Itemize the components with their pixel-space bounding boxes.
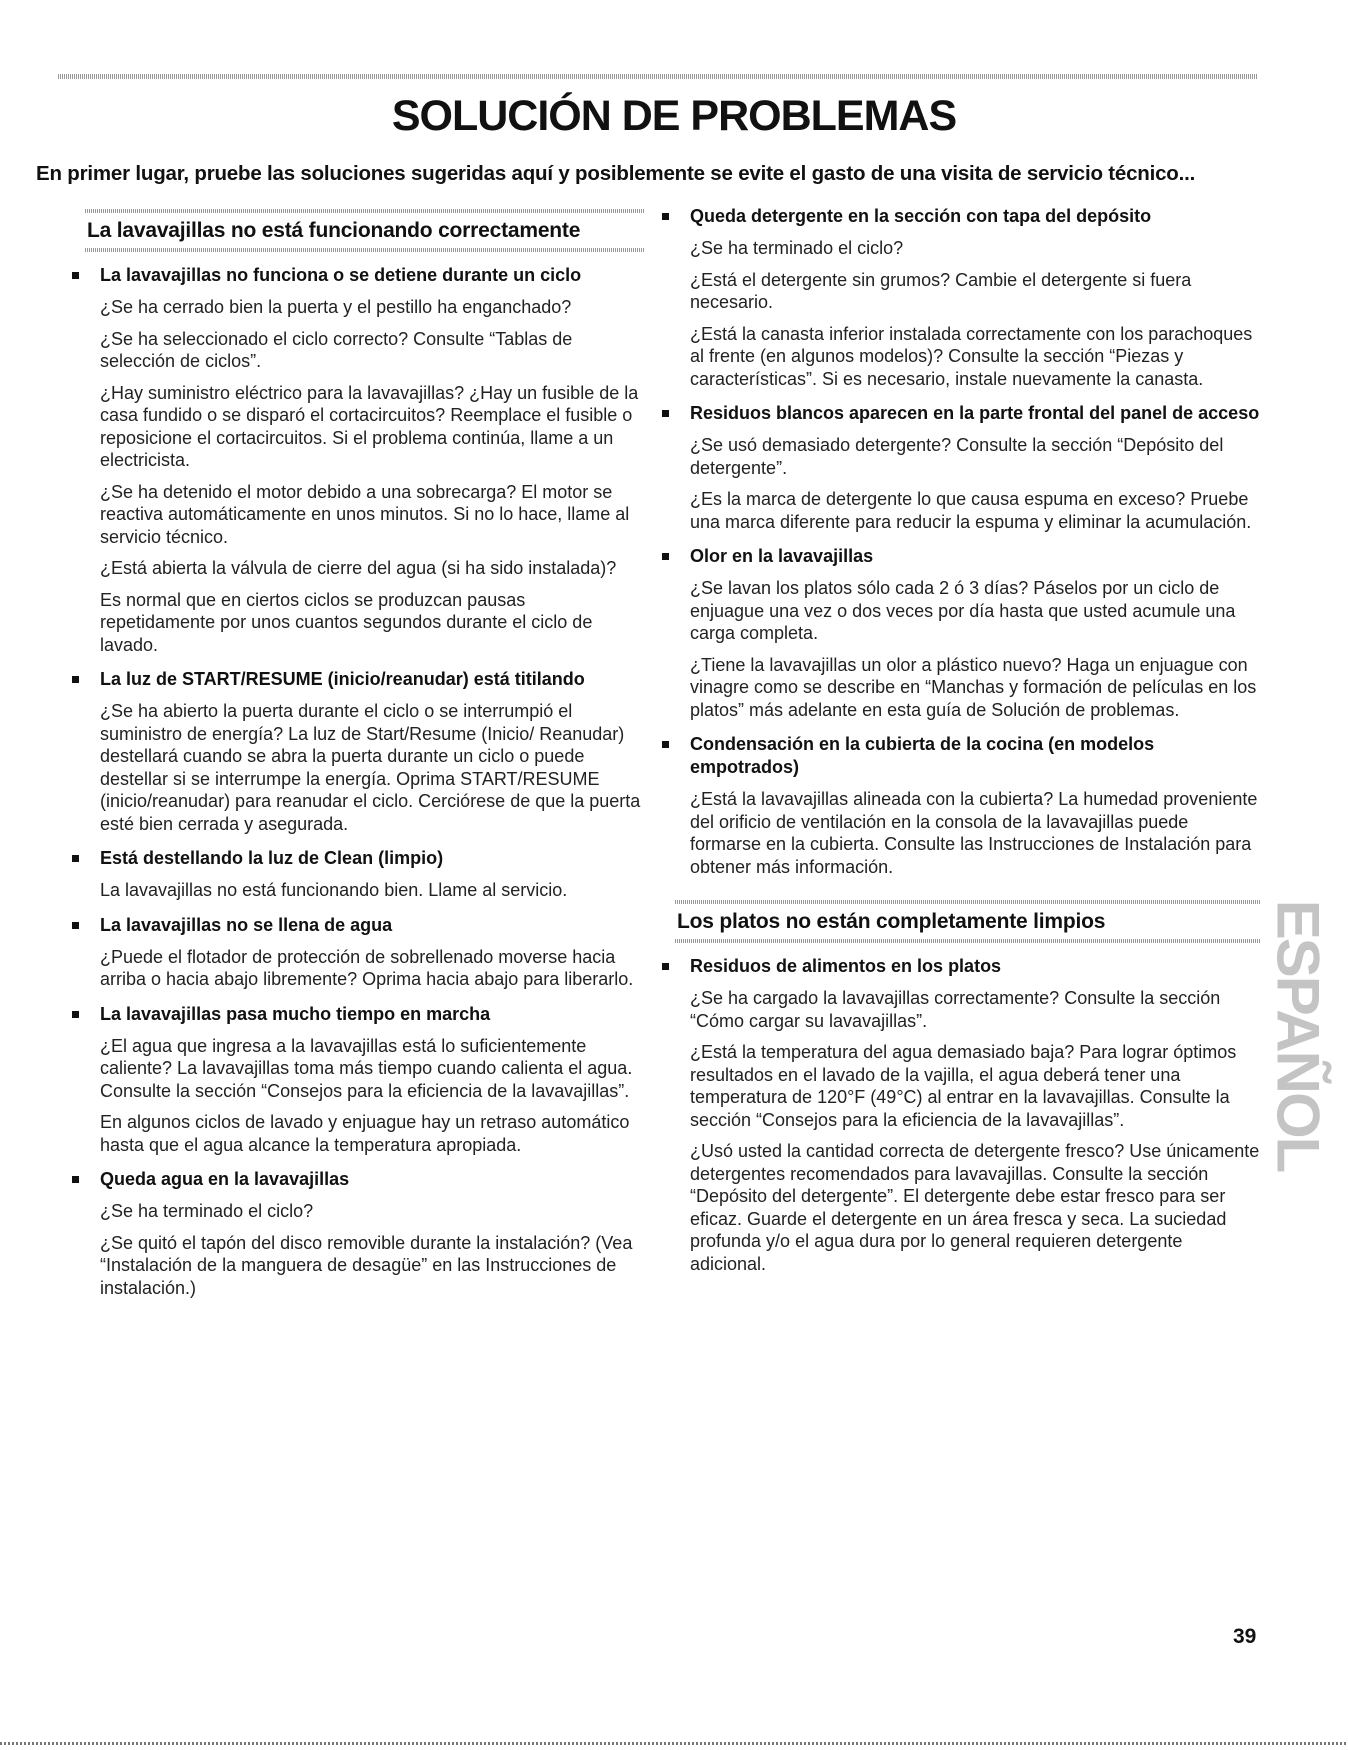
- bullet-icon: [662, 410, 669, 417]
- item-paragraph: ¿Está la temperatura del agua demasiado baja? Para lograr óptimos resultados en el lavado de la vajilla, el agua deberá tener una temperatura de 120°F (49°C) al entrar en la lavavajillas. Consulte la sección “Consejos para la eficiencia de la lavavajillas”.: [690, 1042, 1237, 1130]
- item-paragraph: ¿Se ha terminado el ciclo?: [690, 238, 904, 258]
- section-title: La lavavajillas no está funcionando correctamente: [87, 219, 581, 242]
- item-paragraph: En algunos ciclos de lavado y enjuague hay un retraso automático hasta que el agua alcance la temperatura apropiada.: [100, 1112, 630, 1155]
- page-number: 39: [1233, 1625, 1257, 1648]
- language-label-text: ESPAÑOL: [1264, 899, 1332, 1171]
- bullet-icon: [662, 963, 669, 970]
- item-heading: [660, 545, 1260, 568]
- item-heading-text: La lavavajillas no se llena de agua: [100, 914, 393, 935]
- troubleshoot-item: [70, 1003, 645, 1157]
- section-title: Los platos no están completamente limpios: [677, 910, 1106, 933]
- bullet-icon: [72, 272, 79, 279]
- item-heading-text: Queda detergente en la sección con tapa del depósito: [690, 206, 1152, 226]
- item-paragraph: ¿Está la canasta inferior instalada correctamente con los parachoques al frente (en algunos modelos)? Consulte la sección “Piezas y características”. Si es necesario, instale nuevamente la canasta.: [690, 323, 1253, 389]
- item-paragraph: ¿Se ha seleccionado el ciclo correcto? Consulte “Tablas de selección de ciclos”.: [100, 328, 573, 371]
- item-heading: [70, 1168, 645, 1191]
- page-subtitle: En primer lugar, pruebe las soluciones sugeridas aquí y posiblemente se evite el gasto de una visita de servicio técnico...: [36, 162, 1196, 185]
- troubleshoot-item: [70, 1168, 645, 1299]
- section-rule: [85, 209, 645, 213]
- item-paragraph: ¿Se ha cerrado bien la puerta y el pestillo ha enganchado?: [100, 297, 572, 317]
- item-heading-text: Residuos blancos aparecen en la parte frontal del panel de acceso: [690, 403, 1260, 423]
- section-header: [660, 900, 1260, 943]
- troubleshoot-item: [660, 733, 1260, 878]
- bullet-icon: [72, 1011, 79, 1018]
- item-heading: [660, 402, 1260, 425]
- item-paragraph: Es normal que en ciertos ciclos se produzcan pausas repetidamente por unos cuantos segundos durante el ciclo de lavado.: [100, 589, 593, 655]
- item-heading-text: Está destellando la luz de Clean (limpio): [100, 848, 444, 868]
- item-paragraph: ¿Usó usted la cantidad correcta de detergente fresco? Use únicamente detergentes recomendados para lavavajillas. Consulte la sección “Depósito del detergente”. El detergente debe estar fresco para ser eficaz. Guarde el detergente en un área fresca y seca. La suciedad profunda y/o el agua dura por lo general requieren detergente adicional.: [690, 1141, 1260, 1274]
- right-items-bottom: [660, 955, 1260, 1275]
- item-paragraph: ¿Tiene la lavavajillas un olor a plástico nuevo? Haga un enjuague con vinagre como se describe en “Manchas y formación de películas en los platos” más adelante en esta guía de Solución de problemas.: [690, 654, 1257, 720]
- item-heading-text: Condensación en la cubierta de la cocina (en modelos empotrados): [690, 734, 1155, 777]
- bullet-icon: [662, 741, 669, 748]
- bottom-rule: [0, 1742, 1348, 1745]
- left-items: [70, 264, 645, 1299]
- item-heading-text: Olor en la lavavajillas: [690, 546, 874, 566]
- item-heading-text: La lavavajillas pasa mucho tiempo en marcha: [100, 1003, 491, 1024]
- item-paragraph: ¿Se lavan los platos sólo cada 2 ó 3 días? Páselos por un ciclo de enjuague una vez o dos veces por día hasta que usted acumule una carga completa.: [690, 578, 1236, 643]
- item-heading-text: Residuos de alimentos en los platos: [690, 956, 1002, 976]
- item-paragraph: ¿El agua que ingresa a la lavavajillas está lo suficientemente caliente? La lavavajillas toma más tiempo cuando calienta el agua. Consulte la sección “Consejos para la eficiencia de la lavavajillas”.: [100, 1035, 633, 1101]
- item-heading: [70, 1003, 645, 1026]
- item-paragraph: ¿Puede el flotador de protección de sobrellenado moverse hacia arriba o hacia abajo libremente? Oprima hacia abajo para liberarlo.: [100, 946, 634, 989]
- top-rule: [58, 74, 1258, 79]
- troubleshoot-item: [70, 264, 645, 656]
- section-header: [70, 209, 645, 252]
- language-side-label: [1264, 899, 1332, 1171]
- troubleshoot-item: [660, 205, 1260, 390]
- troubleshoot-item: [70, 668, 645, 835]
- page-title: SOLUCIÓN DE PROBLEMAS: [391, 92, 957, 140]
- right-column: [660, 205, 1260, 1275]
- item-paragraph: ¿Está la lavavajillas alineada con la cubierta? La humedad proveniente del orificio de ventilación en la consola de la lavavajillas puede formarse en la cubierta. Consulte las Instrucciones de Instalación para obtener más información.: [690, 789, 1258, 877]
- left-column: [70, 205, 645, 1299]
- item-paragraph: ¿Se ha detenido el motor debido a una sobrecarga? El motor se reactiva automáticamente en unos minutos. Si no lo hace, llame al servicio técnico.: [100, 481, 630, 547]
- bullet-icon: [72, 1176, 79, 1183]
- bullet-icon: [72, 922, 79, 929]
- item-paragraph: ¿Se ha abierto la puerta durante el ciclo o se interrumpió el suministro de energía? La luz de Start/Resume (Inicio/ Reanudar) destellará cuando se abra la puerta durante un ciclo o puede destellar si se interrumpe la energía. Oprima START/RESUME (inicio/reanudar) para reanudar el ciclo. Cerciórese de que la puerta esté bien cerrada y asegurada.: [100, 701, 641, 834]
- item-heading: [660, 205, 1260, 228]
- bullet-icon: [72, 676, 79, 683]
- item-heading-text: La lavavajillas no funciona o se detiene durante un ciclo: [100, 265, 582, 285]
- item-heading: [660, 733, 1260, 779]
- troubleshoot-item: [660, 955, 1260, 1275]
- bullet-icon: [72, 855, 79, 862]
- item-paragraph: ¿Se usó demasiado detergente? Consulte la sección “Depósito del detergente”.: [690, 435, 1224, 478]
- section-rule: [675, 900, 1260, 904]
- item-heading-text: Queda agua en la lavavajillas: [100, 1169, 350, 1189]
- item-paragraph: ¿Se quitó el tapón del disco removible durante la instalación? (Vea “Instalación de la manguera de desagüe” en las Instrucciones de instalación.): [100, 1232, 633, 1298]
- item-paragraph: ¿Hay suministro eléctrico para la lavavajillas? ¿Hay un fusible de la casa fundido o se disparó el cortacircuitos? Reemplace el fusible o reposicione el cortacircuitos. Si el problema continúa, llame a un electricista.: [100, 382, 639, 470]
- item-paragraph: ¿Está el detergente sin grumos? Cambie el detergente si fuera necesario.: [690, 269, 1192, 312]
- item-heading: [70, 847, 645, 870]
- bullet-icon: [662, 213, 669, 220]
- item-paragraph: ¿Se ha terminado el ciclo?: [100, 1201, 314, 1221]
- right-items-top: [660, 205, 1260, 878]
- item-heading: [70, 914, 645, 937]
- section-rule: [675, 939, 1260, 943]
- section-rule: [85, 248, 645, 252]
- troubleshoot-item: [70, 847, 645, 902]
- item-paragraph: La lavavajillas no está funcionando bien. Llame al servicio.: [100, 880, 568, 900]
- troubleshoot-item: [660, 402, 1260, 533]
- item-heading: [70, 668, 645, 691]
- item-heading: [70, 264, 645, 287]
- troubleshoot-item: [70, 914, 645, 991]
- bullet-icon: [662, 553, 669, 560]
- item-heading: [660, 955, 1260, 978]
- item-heading-text: La luz de START/RESUME (inicio/reanudar) está titilando: [100, 669, 585, 689]
- item-paragraph: ¿Se ha cargado la lavavajillas correctamente? Consulte la sección “Cómo cargar su lavavajillas”.: [690, 988, 1221, 1031]
- troubleshoot-item: [660, 545, 1260, 721]
- item-paragraph: ¿Es la marca de detergente lo que causa espuma en exceso? Pruebe una marca diferente para reducir la espuma y eliminar la acumulación.: [690, 489, 1252, 532]
- item-paragraph: ¿Está abierta la válvula de cierre del agua (si ha sido instalada)?: [100, 558, 617, 578]
